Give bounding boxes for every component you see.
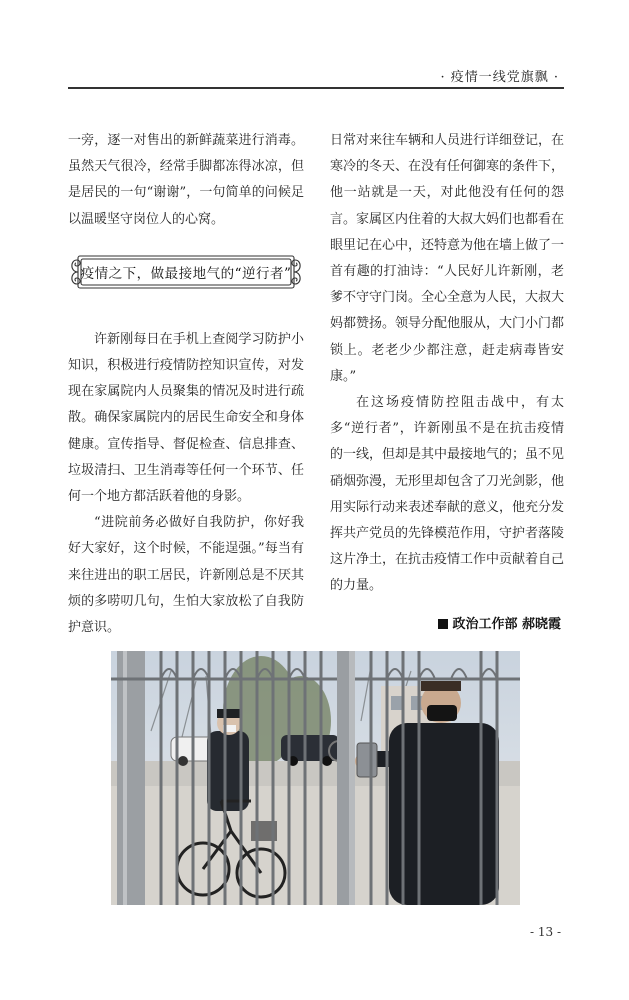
byline [438,613,561,632]
square-bullet-icon [438,619,448,629]
article-photo [111,651,520,905]
section-heading: 疫情之下，做最接地气的“逆行者” [80,265,292,282]
paragraph: 许新刚每日在手机上查阅学习防护小知识，积极进行疫情防控知识宣传，对发现在家属院内人员聚集的情况及时进行疏散。确保家属院内的居民生命安全和身体健康。宣传指导、督促检查、信息排查、垃圾清扫、卫生消毒等任何一个环节、任何一个地方都活跃着他的身影。 [68,331,304,505]
byline-text: 政治工作部 郝晓霞 [452,617,561,632]
paragraph: “进院前务必做好自我防护，你好我好大家好，这个时候，不能逞强。”每当有来往进出的职工居民，许新刚总是不厌其烦的多唠叨几句，生怕大家放松了自我防护意识。 [68,515,304,636]
left-column [68,128,304,641]
header-rule [68,87,564,89]
paragraph: 在这场疫情防控阻击战中，有太多“逆行者”，许新刚虽不是在抗击疫情的一线，但却是其中最接地气的；虽不见硝烟弥漫，无形里却包含了刀光剑影，他用实际行动来表述奉献的意义，他充分发挥共产党员的先锋模范作用，守护者落陵这片净土，在抗击疫情工作中贡献着自己的力量。 [330,395,565,594]
gate-guard-photo-icon [111,651,520,905]
page-number: - 13 - [529,925,561,939]
header-title: · 疫情一线党旗飘 · [440,70,559,85]
paragraph: 一旁，逐一对售出的新鲜蔬菜进行消毒。虽然天气很冷，经常手脚都冻得冰凉，但是居民的一句“谢谢”，一句简单的问候足以温暖坚守岗位人的心窝。 [68,133,304,227]
paragraph: 日常对来往车辆和人员进行详细登记，在寒冷的冬天、在没有任何御寒的条件下，他一站就是一天，对此他没有任何的怨言。家属区内住着的大叔大妈们也都看在眼里记在心中，还特意为他在墙上做了一首有趣的打油诗：“人民好儿许新刚，老爹不守守门岗。全心全意为人民，大叔大妈都赞扬。领导分配他服从，大门小门都锁上。老老少少都注意，赶走病毒皆安康。” [330,133,565,384]
section-heading-banner [68,251,304,293]
right-column [330,128,564,600]
